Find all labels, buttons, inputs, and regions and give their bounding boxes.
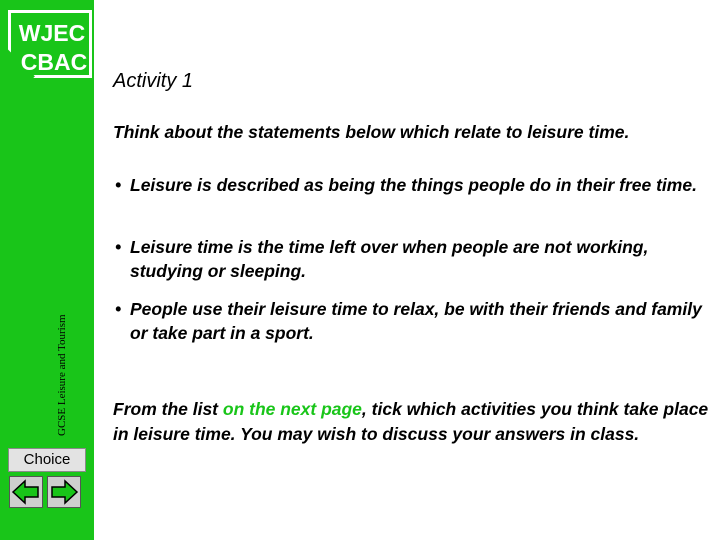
arrow-right-icon	[49, 478, 79, 506]
intro-text: Think about the statements below which relate to leisure time.	[113, 122, 630, 142]
sidebar	[0, 0, 94, 540]
bullet-icon: •	[115, 299, 122, 319]
page-title: Activity 1	[113, 70, 194, 92]
next-page-link[interactable]: on the next page	[222, 399, 362, 419]
bullet-icon: •	[115, 237, 122, 257]
instruction-text	[113, 397, 713, 446]
arrow-left-icon	[11, 478, 41, 506]
svg-text:WJEC: WJEC	[18, 20, 86, 46]
course-label: GCSE Leisure and Tourism	[56, 314, 68, 436]
list-item	[113, 297, 703, 345]
list-item-text: Leisure time is the time left over when people are not working, studying or sleeping.	[130, 237, 649, 281]
svg-text:CBAC: CBAC	[20, 49, 88, 75]
choice-button[interactable]: Choice	[8, 448, 86, 472]
bullet-icon: •	[115, 175, 122, 195]
list-item-text: People use their leisure time to relax, be with their friends and family or take part in a sport.	[130, 299, 702, 343]
instruction-text-end: , tick which activities you think take place in leisure time. You may wish to discuss your answers in class.	[113, 399, 709, 444]
next-button[interactable]	[47, 476, 81, 508]
wjec-cbac-logo	[8, 10, 92, 78]
list-item	[113, 235, 703, 283]
previous-button[interactable]	[9, 476, 43, 508]
list-item-text: Leisure is described as being the things people do in their free time.	[130, 175, 697, 195]
instruction-text-start: From the list	[113, 399, 223, 419]
list-item	[113, 173, 703, 197]
